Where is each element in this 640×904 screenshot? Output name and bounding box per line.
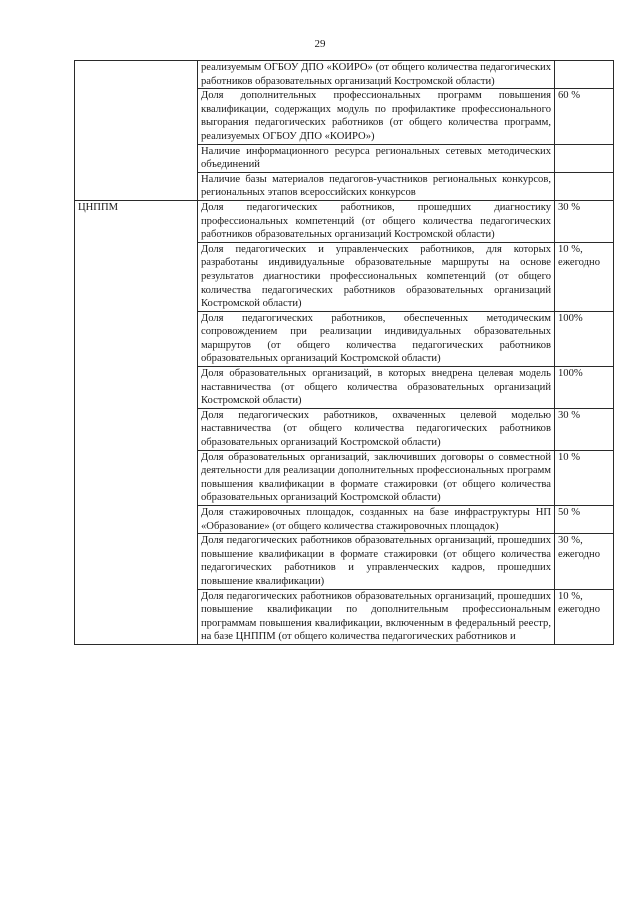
indicator-cell: Доля педагогических работников образовательных организаций, прошедших повышение квалификации по дополнительным профессиональным программам повышения квалификации, включенным в федеральный реестр, на базе ЦНППМ (от общего количества педагогических работников и (198, 589, 555, 644)
value-cell: 30 % (555, 408, 614, 450)
indicator-cell: Доля педагогических и управленческих работников, для которых разработаны индивидуальные образовательные маршруты на основе результатов диагностики профессиональных компетенций (от общего количества педагогических работников образовательных организаций Костромской области) (198, 242, 555, 311)
indicator-cell: Наличие базы материалов педагогов-участников региональных конкурсов, региональных этапов всероссийских конкурсов (198, 172, 555, 200)
value-cell (555, 172, 614, 200)
value-cell: 100% (555, 367, 614, 409)
indicator-cell: Доля педагогических работников образовательных организаций, прошедших повышение квалификации в формате стажировки (от общего количества педагогических работников и управленческих кадров, прошедших повышение квалификации) (198, 534, 555, 589)
value-cell: 10 % (555, 450, 614, 505)
indicator-cell: Доля педагогических работников, охваченных целевой моделью наставничества (от общего количества педагогических работников образовательных организаций Костромской области) (198, 408, 555, 450)
value-cell (555, 61, 614, 89)
value-cell: 100% (555, 311, 614, 366)
indicator-cell: реализуемым ОГБОУ ДПО «КОИРО» (от общего количества педагогических работников образовательных организаций Костромской области) (198, 61, 555, 89)
indicator-cell: Доля педагогических работников, обеспеченных методическим сопровождением при реализации индивидуальных образовательных маршрутов (от общего количества педагогических работников образовательных организаций Костромской области) (198, 311, 555, 366)
page-number: 29 (314, 38, 326, 50)
indicator-cell: Доля стажировочных площадок, созданных на базе инфраструктуры НП «Образование» (от общего количества стажировочных площадок) (198, 506, 555, 534)
indicator-cell: Доля образовательных организаций, заключивших договоры о совместной деятельности для реализации дополнительных профессиональных программ повышения квалификации в формате стажировки (от общего количества образовательных организаций Костромской области) (198, 450, 555, 505)
organization-cell: ЦНППМ (75, 200, 198, 644)
indicator-cell: Доля педагогических работников, прошедших диагностику профессиональных компетенций (от общего количества педагогических работников образовательных организаций Костромской области) (198, 200, 555, 242)
table-row (75, 200, 614, 242)
indicators-table (74, 60, 614, 645)
value-cell: 60 % (555, 89, 614, 144)
value-cell: 30 %, ежегодно (555, 534, 614, 589)
value-cell: 50 % (555, 506, 614, 534)
indicator-cell: Наличие информационного ресурса региональных сетевых методических объединений (198, 144, 555, 172)
value-cell: 10 %, ежегодно (555, 242, 614, 311)
table-row (75, 61, 614, 89)
value-cell (555, 144, 614, 172)
value-cell: 30 % (555, 200, 614, 242)
organization-cell (75, 61, 198, 201)
indicator-cell: Доля образовательных организаций, в которых внедрена целевая модель наставничества (от общего количества образовательных организаций Костромской области) (198, 367, 555, 409)
value-cell: 10 %, ежегодно (555, 589, 614, 644)
indicator-cell: Доля дополнительных профессиональных программ повышения квалификации, содержащих модуль по профилактике профессионального выгорания педагогических работников (от общего количества программ, реализуемых ОГБОУ ДПО «КОИРО») (198, 89, 555, 144)
